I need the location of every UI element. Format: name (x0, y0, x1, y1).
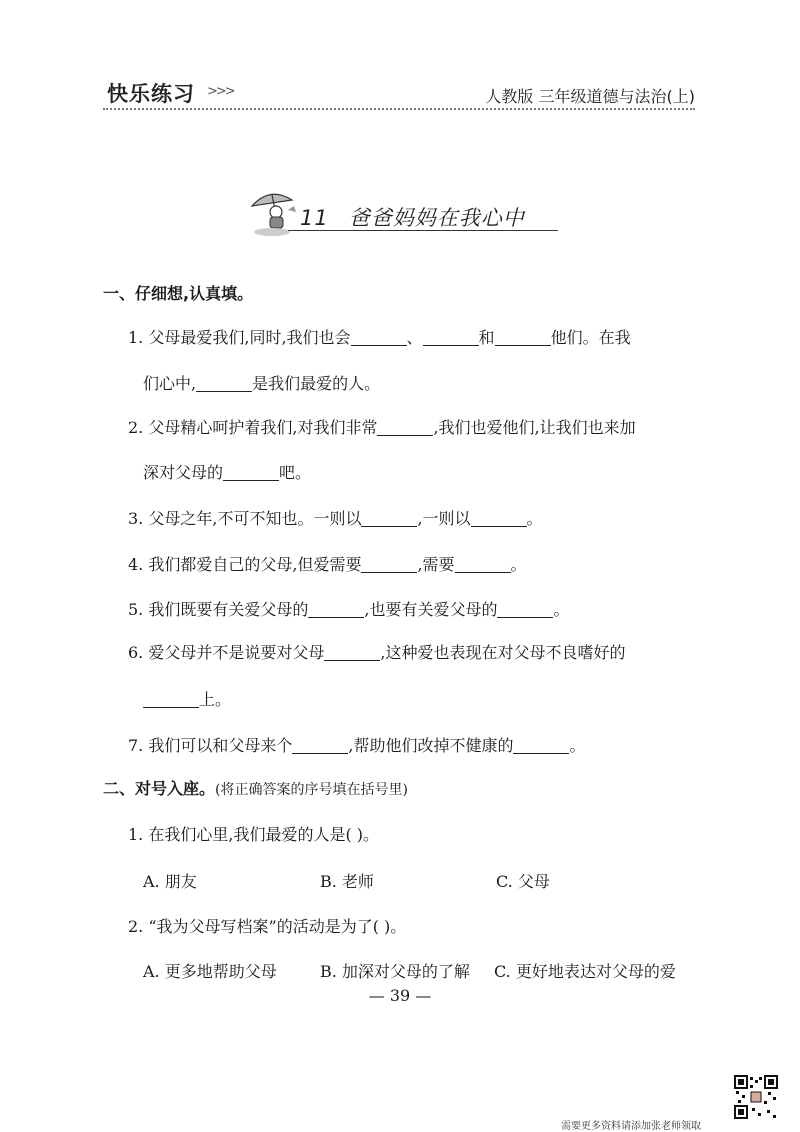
q3-blank-2[interactable] (471, 510, 527, 527)
s2-q1-option-b[interactable]: B. 老师 (320, 872, 374, 891)
q5-blank-1[interactable] (308, 601, 364, 618)
lesson-title-banner (248, 186, 568, 238)
section1-heading: 一、仔细想,认真填。 (103, 284, 254, 303)
q7-line: 7. 我们可以和父母来个 ,帮助他们改掉不健康的 。 (128, 736, 586, 755)
s2-q2-option-a[interactable]: A. 更多地帮助父母 (143, 962, 277, 981)
q2-blank-1[interactable] (377, 419, 433, 436)
qr-code-icon[interactable] (734, 1075, 778, 1119)
chevron-decoration-icon: >>> (207, 84, 234, 99)
q4-line: 4. 我们都爱自己的父母,但爱需要 ,需要 。 (128, 555, 527, 574)
q3-line: 3. 父母之年,不可不知也。一则以 ,一则以 。 (128, 509, 543, 528)
q7-blank-1[interactable] (292, 737, 348, 754)
q4-blank-2[interactable] (455, 556, 511, 573)
lesson-number: 11 (300, 206, 329, 230)
s2-q2-option-b[interactable]: B. 加深对父母的了解 (320, 962, 470, 981)
s2-q2-option-c[interactable]: C. 更好地表达对父母的爱 (494, 962, 676, 981)
s2-q2-stem: 2. “我为父母写档案”的活动是为了( )。 (128, 917, 407, 936)
q2-line1: 2. 父母精心呵护着我们,对我们非常 ,我们也爱他们,让我们也来加 (128, 418, 636, 437)
q7-blank-2[interactable] (513, 737, 569, 754)
q5-line: 5. 我们既要有关爱父母的 ,也要有关爱父母的 。 (128, 600, 570, 619)
lesson-name: 爸爸妈妈在我心中 (348, 206, 525, 230)
page-header (103, 74, 695, 110)
title-underline (288, 230, 558, 231)
s2-q1-option-a[interactable]: A. 朋友 (143, 872, 197, 891)
q1-blank-2[interactable] (423, 329, 479, 346)
section2-heading: 二、对号入座。(将正确答案的序号填在括号里) (103, 779, 408, 798)
q4-blank-1[interactable] (361, 556, 417, 573)
section2-instruction: (将正确答案的序号填在括号里) (215, 782, 408, 798)
series-brand: 快乐练习 (107, 82, 195, 106)
q3-blank-1[interactable] (361, 510, 417, 527)
header-dotted-rule (103, 108, 695, 110)
q1-blank-4[interactable] (196, 375, 252, 392)
q5-blank-2[interactable] (497, 601, 553, 618)
page-number: — 39 — (368, 986, 432, 1005)
edition-label: 人教版 三年级道德与法治(上) (485, 87, 695, 106)
footer-note: 需要更多资料请添加张老师领取 (561, 1121, 701, 1132)
q1-blank-3[interactable] (495, 329, 551, 346)
q2-line2: 深对父母的 吧。 (143, 463, 312, 482)
q1-blank-1[interactable] (351, 329, 407, 346)
q6-line2: 上。 (143, 687, 231, 710)
lesson-title (300, 202, 525, 232)
q2-blank-2[interactable] (223, 464, 279, 481)
s2-q1-option-c[interactable]: C. 父母 (496, 872, 550, 891)
s2-q1-stem: 1. 在我们心里,我们最爱的人是( )。 (128, 825, 380, 844)
q6-blank-2[interactable] (143, 691, 199, 708)
q6-line1: 6. 爱父母并不是说要对父母 ,这种爱也表现在对父母不良嗜好的 (128, 643, 626, 662)
q1-line2: 们心中, 是我们最爱的人。 (143, 374, 381, 393)
q1-line1: 1. 父母最爱我们,同时,我们也会 、 和 他们。在我 (128, 328, 631, 347)
q6-blank-1[interactable] (324, 644, 380, 661)
